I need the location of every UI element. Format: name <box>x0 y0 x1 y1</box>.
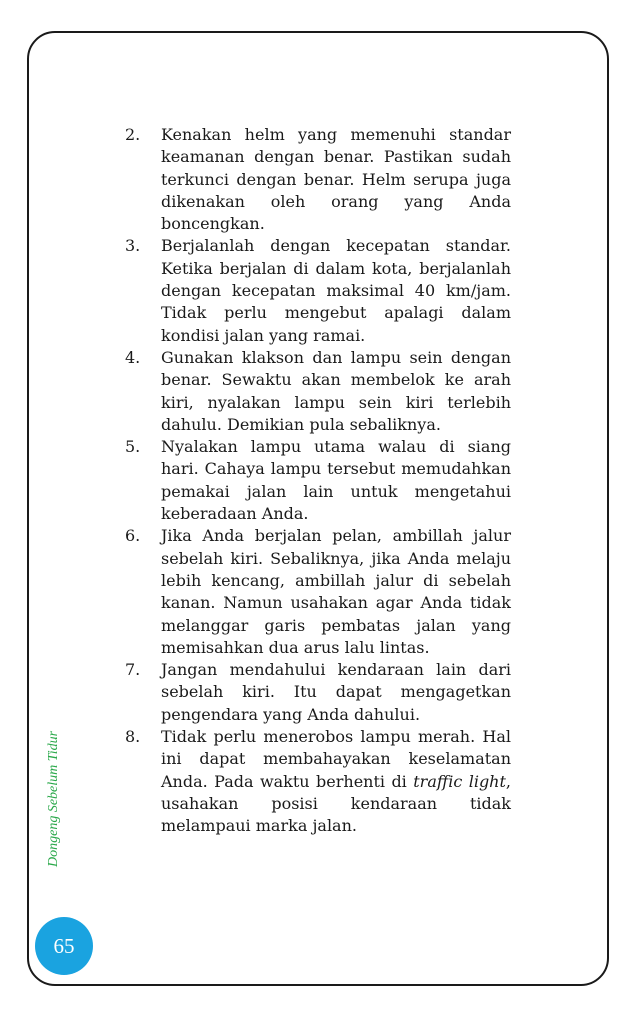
list-item-text: Nyalakan lampu utama walau di siang hari. Cahaya lampu tersebut memudahkan pemakai jalan lain untuk mengetahui keberadaan Anda. <box>161 437 511 524</box>
list-item-number: 3. <box>125 236 141 256</box>
list-item-number: 5. <box>125 437 141 457</box>
list-item-number: 6. <box>125 526 141 546</box>
list-item-text <box>161 726 511 837</box>
list-item-text-part: , usahakan posisi kendaraan tidak melampaui marka jalan. <box>161 771 512 836</box>
list-item <box>125 726 511 837</box>
list-item-number: 7. <box>125 660 141 680</box>
page-number-badge <box>35 917 93 975</box>
list-item <box>125 235 511 346</box>
list-item <box>125 525 511 659</box>
list-item <box>125 659 511 726</box>
list-item-text: Gunakan klakson dan lampu sein dengan benar. Sewaktu akan membelok ke arah kiri, nyalakan lampu sein kiri terlebih dahulu. Demikian pula sebaliknya. <box>161 347 511 434</box>
list-item <box>125 436 511 525</box>
list-item-number: 2. <box>125 125 141 144</box>
numbered-list <box>125 124 511 838</box>
running-title: Dongeng Sebelum Tidur <box>46 730 61 867</box>
list-item-text: Jangan mendahului kendaraan lain dari sebelah kiri. Itu dapat mengagetkan pengendara yang Anda dahului. <box>161 660 511 724</box>
list-item-number: 8. <box>125 727 141 747</box>
list-item-text: Jika Anda berjalan pelan, ambillah jalur sebelah kiri. Sebaliknya, jika Anda melaju lebih kencang, ambillah jalur di sebelah kanan. Namun usahakan agar Anda tidak melanggar garis pembatas jalan yang memisahkan dua arus lalu lintas. <box>161 526 511 657</box>
list-item-text: Berjalanlah dengan kecepatan standar. Ketika berjalan di dalam kota, berjalanlah dengan kecepatan maksimal 40 km/jam. Tidak perlu mengebut apalagi dalam kondisi jalan yang ramai. <box>161 236 511 345</box>
list-item-number: 4. <box>125 347 141 367</box>
list-item-text-part: Tidak perlu menerobos lampu merah. Hal ini dapat membahayakan keselamatan Anda. Pada waktu berhenti di <box>161 727 511 791</box>
list-item-text: Kenakan helm yang memenuhi standar keamanan dengan benar. Pastikan sudah terkunci dengan benar. Helm serupa juga dikenakan oleh orang yang Anda boncengkan. <box>161 125 511 234</box>
page-number: 65 <box>53 933 75 958</box>
list-item <box>125 124 511 235</box>
list-item-italic-term: traffic light <box>413 771 506 791</box>
list-item <box>125 347 511 436</box>
